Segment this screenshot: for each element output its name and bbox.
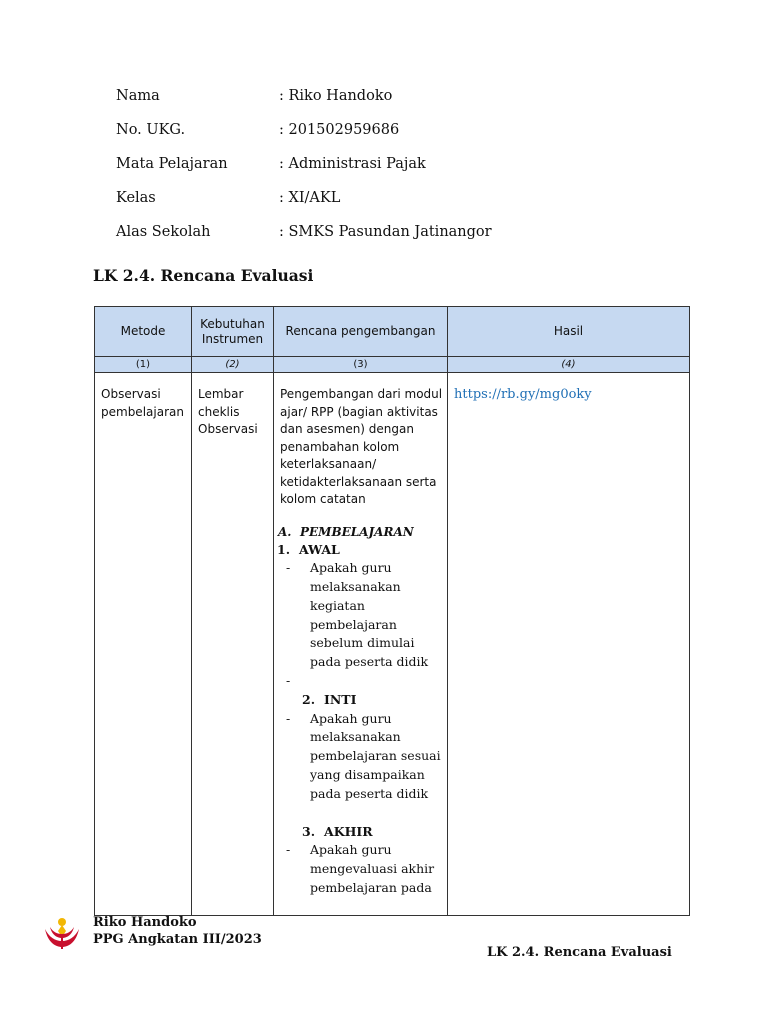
column-number: (1) [95,357,192,373]
hasil-link[interactable]: https://rb.gy/mg0oky [454,387,592,402]
info-label: Nama [116,88,160,104]
dash-bullet: - [286,710,291,726]
column-number: (3) [274,357,448,373]
info-label: Alas Sekolah [116,224,211,240]
cell-metode [95,373,192,916]
info-label: Mata Pelajaran [116,156,228,172]
info-value: : SMKS Pasundan Jatinangor [279,224,492,240]
header-hasil: Hasil [448,307,690,357]
step-number: 3. [302,823,316,839]
metode-text: Observasi pembelajaran [101,387,184,419]
section-letter: A. [278,524,292,539]
cell-hasil [448,373,690,916]
instrumen-text: Lembar cheklis Observasi [198,387,258,436]
step-name: INTI [324,691,357,707]
rencana-steps [277,541,443,898]
list-item [280,841,443,897]
column-number: (2) [192,357,274,373]
step-inti [302,691,443,710]
header-rencana-pengembangan: Rencana pengembangan [274,307,448,357]
section-heading [280,523,443,541]
list-item-empty [280,672,443,691]
step-awal [277,541,443,560]
list-item-text: Apakah guru melaksanakan pembelajaran sesuai yang disampaikan pada peserta didik [310,710,441,801]
evaluation-table [94,306,690,916]
list-item-text: Apakah guru mengevaluasi akhir pembelajaran pada [310,842,435,896]
step-number: 2. [302,691,316,707]
info-value: : Riko Handoko [279,88,393,104]
list-item [280,710,443,804]
dash-bullet: - [286,560,291,576]
info-value: : 201502959686 [279,122,400,138]
footer-doc-title: LK 2.4. Rencana Evaluasi [487,945,672,960]
dash-bullet: - [286,842,291,858]
cell-instrumen [192,373,274,916]
table-row [95,373,690,916]
footer-name: Riko Handoko [93,915,197,930]
university-logo-icon [42,913,82,953]
footer-author [93,914,262,948]
rencana-intro: Pengembangan dari modul ajar/ RPP (bagian aktivitas dan asesmen) dengan penambahan kolom keterlaksanaan/ ketidakterlaksanaan serta kolom catatan [280,387,443,506]
column-number: (4) [448,357,690,373]
info-value: : XI/AKL [279,190,341,206]
info-label: No. UKG. [116,122,186,138]
list-item [280,559,443,672]
section-title: LK 2.4. Rencana Evaluasi [93,266,314,285]
spacer [280,804,443,823]
cell-rencana [274,373,448,916]
section-name: PEMBELAJARAN [300,524,414,539]
dash-bullet: - [286,673,291,689]
info-label: Kelas [116,190,156,206]
step-name: AWAL [299,541,340,557]
step-name: AKHIR [324,823,373,839]
header-kebutuhan-instrumen: Kebutuhan Instrumen [192,307,274,357]
header-metode: Metode [95,307,192,357]
step-akhir [302,823,443,842]
footer-program: PPG Angkatan III/2023 [93,932,262,947]
step-number: 1. [277,541,291,557]
info-value: : Administrasi Pajak [279,156,426,172]
list-item-text: Apakah guru melaksanakan kegiatan pembelajaran sebelum dimulai pada peserta didik [310,560,429,670]
